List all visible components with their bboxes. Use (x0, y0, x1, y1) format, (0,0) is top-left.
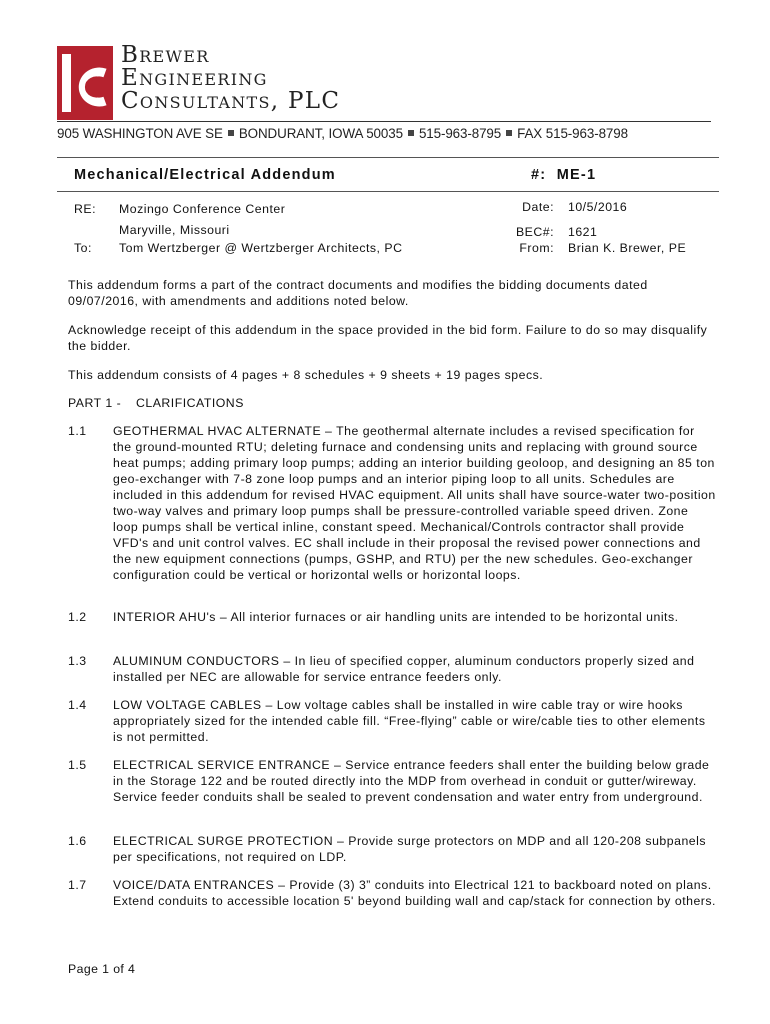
bec-value: 1621 (568, 225, 598, 239)
item-text: INTERIOR AHU's – All interior furnaces or air handling units are intended to be horizontal units. (113, 610, 679, 624)
item-number: 1.6 (68, 834, 87, 848)
bullet-square-icon (408, 130, 414, 136)
item-number: 1.7 (68, 878, 87, 892)
number-value: ME-1 (556, 167, 597, 183)
phone-number: 515-963-8795 (418, 126, 502, 141)
item-number: 1.5 (68, 758, 87, 772)
item-number: 1.2 (68, 610, 87, 624)
date-value: 10/5/2016 (568, 200, 628, 214)
company-logo-mark (57, 46, 113, 120)
addendum-number (531, 167, 596, 183)
city-state: BONDURANT, IOWA 50035 (238, 126, 403, 141)
header-top-rule (57, 157, 719, 158)
part-title: CLARIFICATIONS (136, 396, 244, 410)
letterhead-divider (57, 121, 711, 122)
page-count-paragraph: This addendum consists of 4 pages + 8 schedules + 9 sheets + 19 pages specs. (68, 368, 544, 382)
bec-label: BEC#: (515, 225, 554, 239)
item-text: VOICE/DATA ENTRANCES – Provide (3) 3” conduits into Electrical 121 to backboard noted on plans. Extend conduits to accessible location 5' beyond building wall and cap/stack for connection by others. (113, 878, 716, 908)
item-text: GEOTHERMAL HVAC ALTERNATE – The geothermal alternate includes a revised specification for the ground-mounted RTU; deleting furnace and condensing units and replacing with ground source heat pumps; adding primary loop pumps; adding an interior building geoloop, and designing an 85 ton geo-exchanger with 7-8 zone loop pumps and an interior piping loop to all units. Schedules are included in this addendum for revised HVAC equipment. All units shall have source-water two-position two-way valves and primary loop pumps shall be pressure-controlled variable speed driven. Zone loop pumps shall be vertical inline, constant speed. Mechanical/Controls contractor shall provide VFD's and unit control valves. EC shall include in their proposal the revised power connections and the new equipment connections (pumps, GSHP, and RTU) per the new schedules. Geo-exchanger configuration could be vertical or horizontal wells or horizontal loops. (113, 424, 716, 582)
item-text: ALUMINUM CONDUCTORS – In lieu of specified copper, aluminum conductors properly sized and installed per NEC are allowable for service entrance feeders only. (113, 654, 695, 684)
item-text: LOW VOLTAGE CABLES – Low voltage cables shall be installed in wire cable tray or wire hooks appropriately sized for the intended cable fill. “Free-flying” cable or wire/cable ties to other elements is not permitted. (113, 698, 706, 744)
from-value: Brian K. Brewer, PE (568, 241, 687, 255)
bullet-square-icon (228, 130, 234, 136)
company-name (121, 44, 340, 113)
company-name-line-1: Brewer (121, 42, 210, 68)
company-name-line-3: Consultants, PLC (121, 88, 341, 114)
company-name-line-2: Engineering (121, 65, 268, 91)
fax-number: FAX 515-963-8798 (517, 126, 628, 141)
page-number: Page 1 of 4 (68, 962, 136, 976)
part-label: PART 1 - (68, 396, 122, 410)
number-label: #: (531, 167, 547, 183)
addendum-title: Mechanical/Electrical Addendum (74, 167, 336, 183)
to-label: To: (74, 241, 92, 255)
re-project-name: Mozingo Conference Center (119, 202, 286, 216)
intro-paragraph: This addendum forms a part of the contract documents and modifies the bidding documents dated 09/07/2016, with amendments and additions noted below. (68, 278, 648, 308)
re-project-location: Maryville, Missouri (119, 223, 230, 237)
street-address: 905 WASHINGTON AVE SE (57, 126, 223, 141)
item-text: ELECTRICAL SERVICE ENTRANCE – Service entrance feeders shall enter the building below grade in the Storage 122 and be routed directly into the MDP from overhead in conduit or gutter/wireway. Service feeder conduits shall be sealed to prevent condensation and water entry from underground. (113, 758, 710, 804)
to-recipient: Tom Wertzberger @ Wertzberger Architects, PC (119, 241, 403, 255)
item-text: ELECTRICAL SURGE PROTECTION – Provide surge protectors on MDP and all 120-208 subpanels per specifications, not required on LDP. (113, 834, 706, 864)
item-number: 1.4 (68, 698, 87, 712)
from-label: From: (519, 241, 554, 255)
title-bottom-rule (57, 191, 719, 192)
bullet-square-icon (506, 130, 512, 136)
address-line (57, 126, 769, 141)
item-number: 1.3 (68, 654, 87, 668)
item-number: 1.1 (68, 424, 87, 438)
date-label: Date: (522, 200, 554, 214)
acknowledge-paragraph: Acknowledge receipt of this addendum in the space provided in the bid form. Failure to do so may disqualify the bidder. (68, 323, 708, 353)
re-label: RE: (74, 202, 96, 216)
